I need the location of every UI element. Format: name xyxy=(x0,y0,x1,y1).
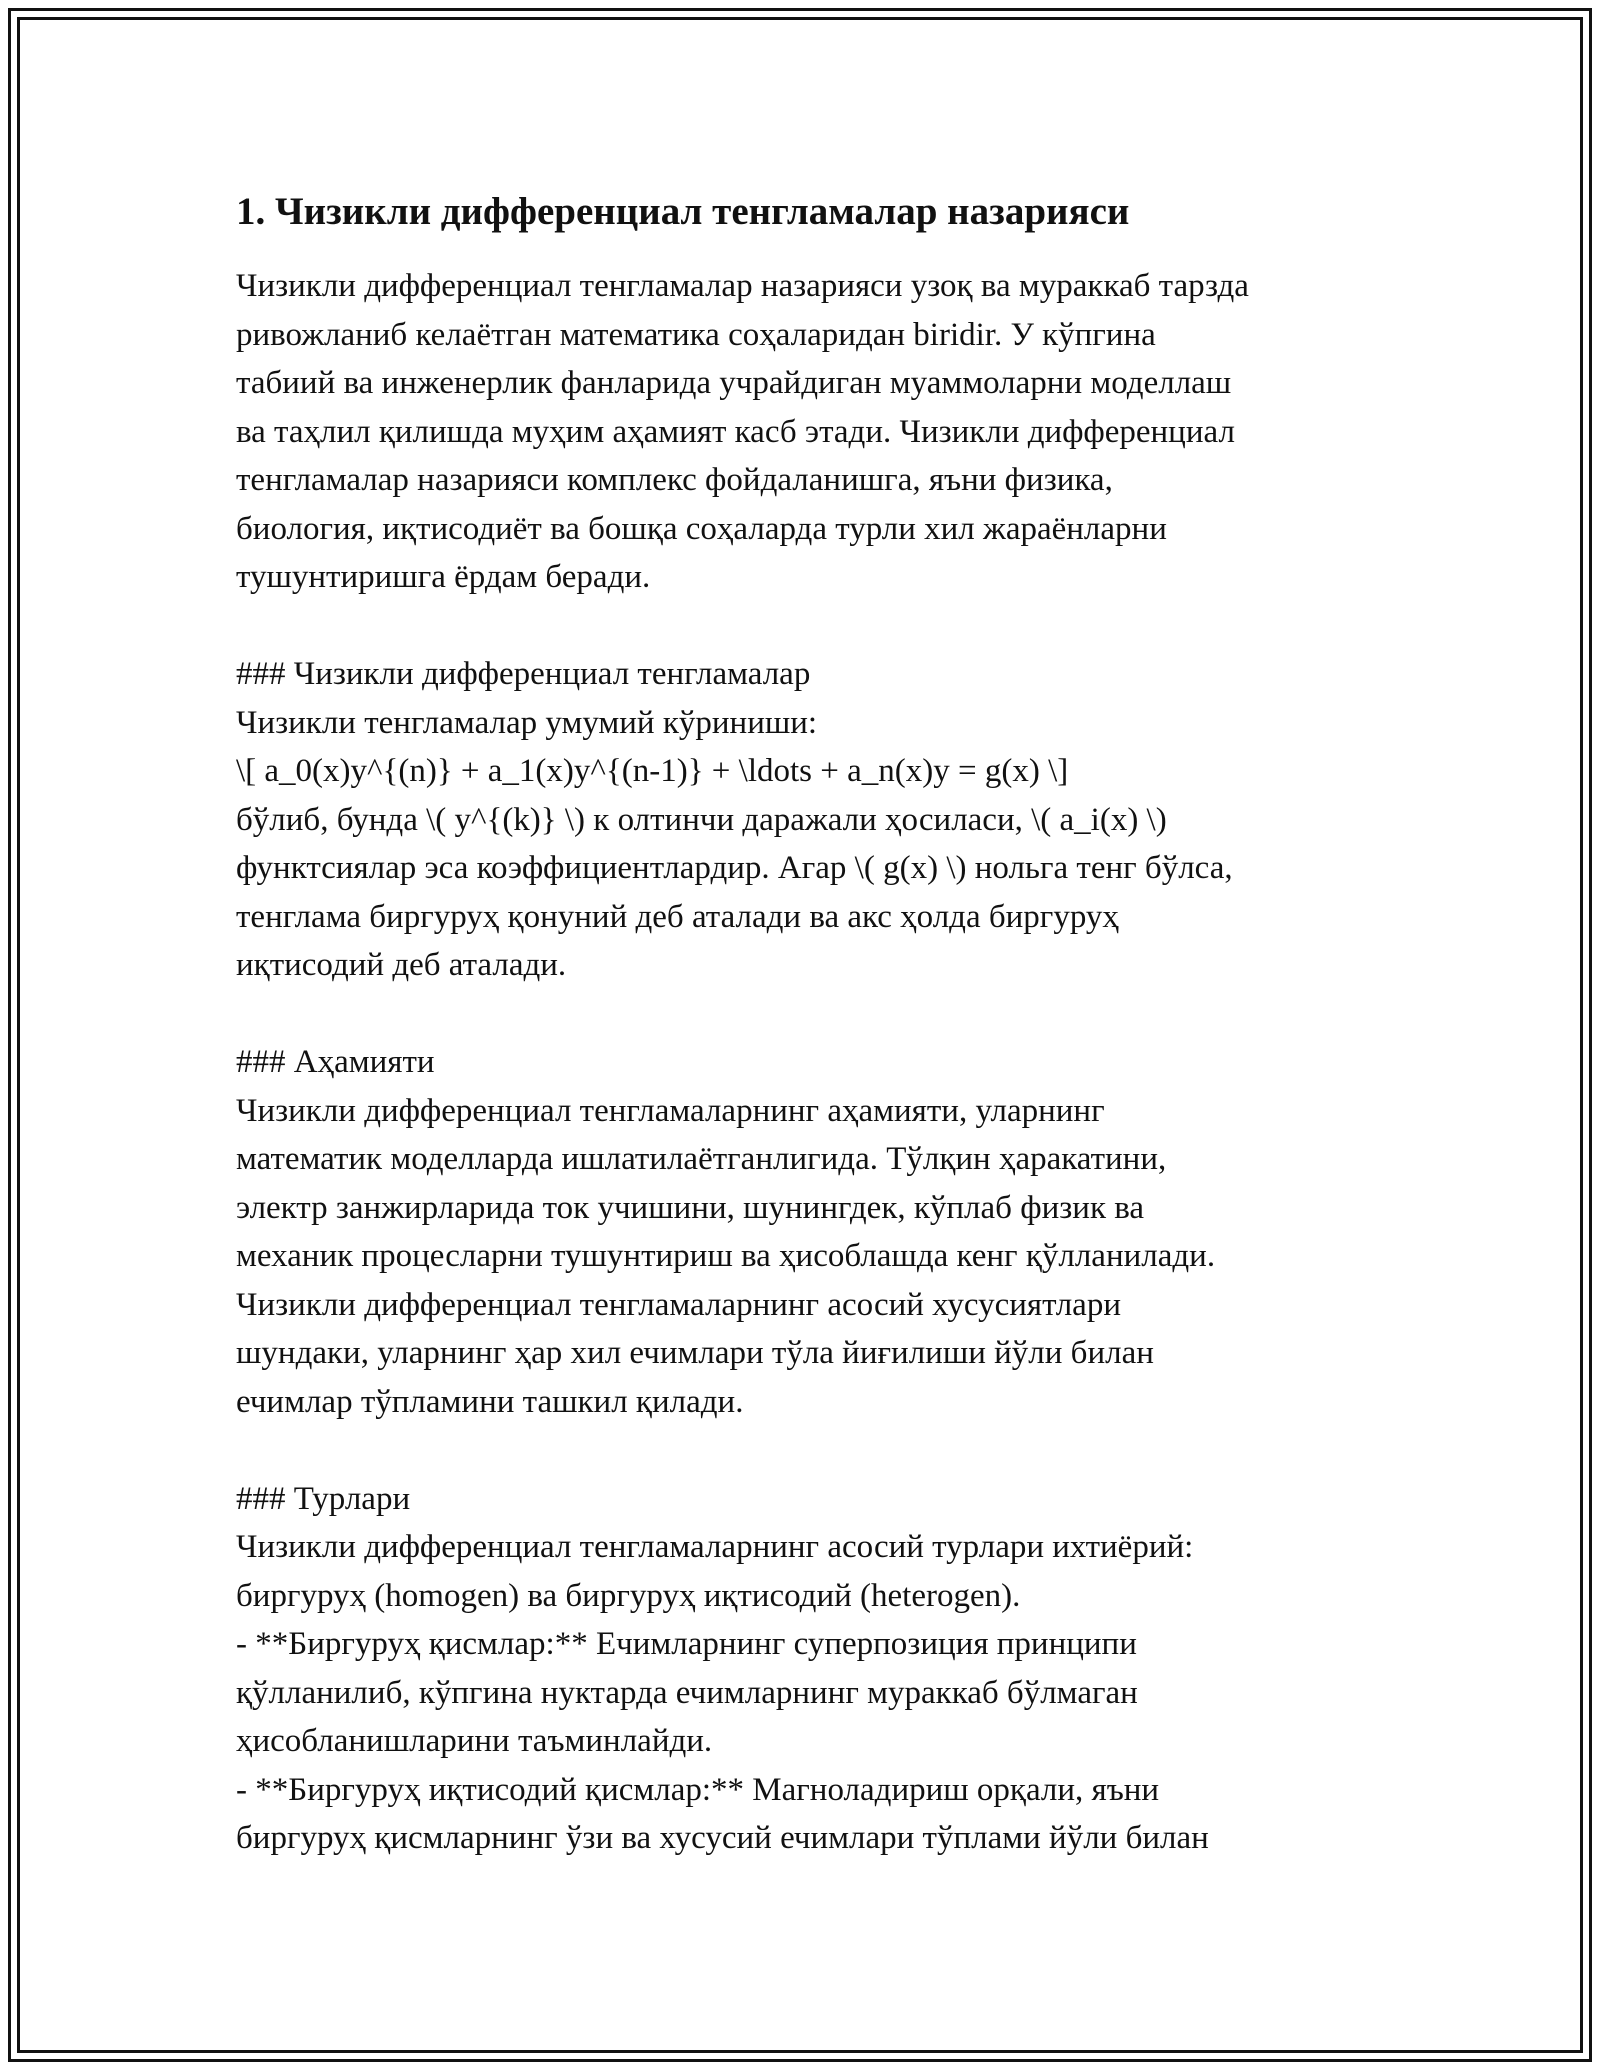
text-line: Чизикли дифференциал тенгламаларнинг аҳамияти, уларнинг xyxy=(236,1092,1105,1129)
section-heading-line: ### Турлари xyxy=(236,1480,411,1517)
blank-line xyxy=(236,1426,1416,1475)
text-line: электр занжирларида ток учишини, шунингдек, кўплаб физик ва xyxy=(236,1189,1145,1226)
text-line: тенгламалар назарияси комплекс фойдаланишга, яъни физика, xyxy=(236,462,1113,498)
text-line: функтсиялар эса коэффициентлардир. Агар \( g(x) \) нольга тенг бўлса, xyxy=(236,850,1233,886)
text-line: бўлиб, бунда \( y^{(k)} \) к олтинчи даражали ҳосиласи, \( a_i(x) \) xyxy=(236,801,1167,838)
text-line: ривожланиб келаётган математика соҳаларидан biridir. У кўпгина xyxy=(236,316,1156,353)
text-line: тушунтиришга ёрдам беради. xyxy=(236,559,651,595)
text-line: қўлланилиб, кўпгина нуктарда ечимларнинг мураккаб бўлмаган xyxy=(236,1674,1138,1711)
text-line: табиий ва инженерлик фанларида учрайдиган муаммоларни моделлаш xyxy=(236,365,1232,401)
document-body xyxy=(236,262,1416,1863)
document-page xyxy=(236,184,1416,1863)
text-line: ҳисобланишларини таъминлайди. xyxy=(236,1723,713,1759)
text-line: - **Биргуруҳ қисмлар:** Ечимларнинг суперпозиция принципи xyxy=(236,1626,1137,1662)
text-line: ва таҳлил қилишда муҳим аҳамият касб этади. Чизикли дифференциал xyxy=(236,413,1235,450)
text-line: шундаки, уларнинг ҳар хил ечимлари тўла йиғилиши йўли билан xyxy=(236,1335,1154,1371)
text-line: математик моделларда ишлатилаётганлигида. Тўлқин ҳаракатини, xyxy=(236,1141,1167,1177)
text-line: ечимлар тўпламини ташкил қилади. xyxy=(236,1383,744,1420)
text-line: механик процесларни тушунтириш ва ҳисоблашда кенг қўлланилади. xyxy=(236,1238,1216,1274)
text-line: Чизикли дифференциал тенгламалар назарияси узоқ ва мураккаб тарзда xyxy=(236,268,1249,304)
text-line: \[ a_0(x)y^{(n)} + a_1(x)y^{(n-1)} + \ldots + a_n(x)y = g(x) \] xyxy=(236,753,1069,789)
document-title: 1. Чизикли дифференциал тенгламалар назарияси xyxy=(236,190,1130,233)
section-heading-line: ### Аҳамияти xyxy=(236,1044,435,1080)
text-line: иқтисодий деб аталади. xyxy=(236,947,567,983)
text-line: Чизикли тенгламалар умумий кўриниши: xyxy=(236,704,818,741)
text-line: биргуруҳ қисмларнинг ўзи ва хусусий ечимлари тўплами йўли билан xyxy=(236,1820,1209,1856)
text-line: Чизикли дифференциал тенгламаларнинг асосий турлари ихтиёрий: xyxy=(236,1529,1194,1565)
section-heading-line: ### Чизикли дифференциал тенгламалар xyxy=(236,656,811,692)
text-line: биология, иқтисодиёт ва бошқа соҳаларда турли хил жараёнларни xyxy=(236,510,1167,547)
text-line: Чизикли дифференциал тенгламаларнинг асосий хусусиятлари xyxy=(236,1286,1121,1323)
blank-line xyxy=(236,990,1416,1039)
blank-line xyxy=(236,602,1416,651)
text-line: - **Биргуруҳ иқтисодий қисмлар:** Магноладириш орқали, яъни xyxy=(236,1771,1160,1808)
text-line: тенглама биргуруҳ қонуний деб аталади ва акс ҳолда биргуруҳ xyxy=(236,898,1119,935)
text-line: биргуруҳ (homogen) ва биргуруҳ иқтисодий (heterogen). xyxy=(236,1577,1021,1614)
